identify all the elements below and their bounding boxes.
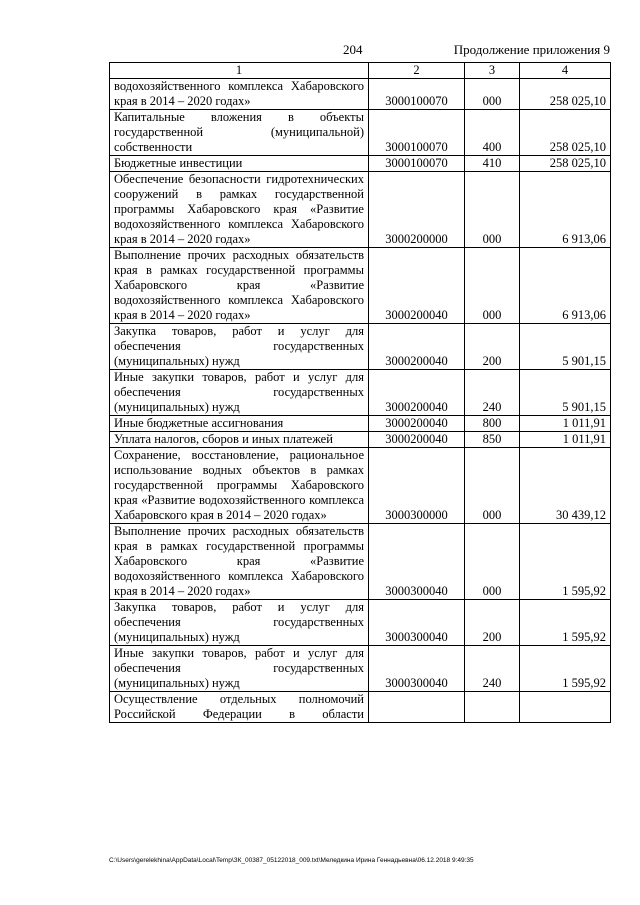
- column-header: 1: [110, 63, 369, 79]
- row-type-cell: 000: [465, 448, 520, 524]
- row-type-cell: 800: [465, 416, 520, 432]
- row-sum-cell: 1 595,92: [520, 646, 611, 692]
- column-header: 2: [369, 63, 465, 79]
- row-code-cell: 3000200040: [369, 248, 465, 324]
- row-type-cell: 850: [465, 432, 520, 448]
- continuation-label: Продолжение приложения 9: [453, 42, 610, 57]
- row-type-cell: 000: [465, 248, 520, 324]
- table-row: [110, 646, 611, 692]
- row-sum-cell: 5 901,15: [520, 324, 611, 370]
- row-code-cell: [369, 692, 465, 723]
- row-code-cell: 3000200000: [369, 172, 465, 248]
- row-code-cell: 3000300040: [369, 524, 465, 600]
- row-type-cell: 400: [465, 110, 520, 156]
- row-sum-cell: 1 011,91: [520, 416, 611, 432]
- row-sum-cell: [520, 692, 611, 723]
- table-row: [110, 432, 611, 448]
- column-header: 4: [520, 63, 611, 79]
- row-name-cell: Выполнение прочих расходных обязательств края в рамках государственной программы Хабаровского края «Развитие водохозяйственного комплекса Хабаровского края в 2014 – 2020 годах»: [110, 248, 369, 324]
- row-code-cell: 3000300040: [369, 600, 465, 646]
- row-type-cell: 410: [465, 156, 520, 172]
- table-header-row: [110, 63, 611, 79]
- row-code-cell: 3000200040: [369, 432, 465, 448]
- table-row: [110, 110, 611, 156]
- row-sum-cell: 1 011,91: [520, 432, 611, 448]
- row-name-cell: Иные закупки товаров, работ и услуг для обеспечения государственных (муниципальных) нужд: [110, 370, 369, 416]
- table-row: [110, 172, 611, 248]
- row-name-cell: Иные бюджетные ассигнования: [110, 416, 369, 432]
- row-sum-cell: 258 025,10: [520, 110, 611, 156]
- table-row: [110, 600, 611, 646]
- page-number: 204: [343, 42, 363, 57]
- row-name-cell: Иные закупки товаров, работ и услуг для обеспечения государственных (муниципальных) нужд: [110, 646, 369, 692]
- table-body: [110, 79, 611, 723]
- row-type-cell: 240: [465, 646, 520, 692]
- table-row: [110, 416, 611, 432]
- row-name-cell: Сохранение, восстановление, рациональное использование водных объектов в рамках государственной программы Хабаровского края «Развитие водохозяйственного комплекса Хабаровского края в 2014 – 2020 годах»: [110, 448, 369, 524]
- row-sum-cell: 6 913,06: [520, 172, 611, 248]
- row-code-cell: 3000100070: [369, 79, 465, 110]
- row-code-cell: 3000300000: [369, 448, 465, 524]
- row-type-cell: 000: [465, 79, 520, 110]
- row-name-cell: водохозяйственного комплекса Хабаровского края в 2014 – 2020 годах»: [110, 79, 369, 110]
- budget-table: [109, 62, 611, 723]
- row-name-cell: Выполнение прочих расходных обязательств края в рамках государственной программы Хабаровского края «Развитие водохозяйственного комплекса Хабаровского края в 2014 – 2020 годах»: [110, 524, 369, 600]
- row-sum-cell: 5 901,15: [520, 370, 611, 416]
- table-row: [110, 248, 611, 324]
- row-code-cell: 3000200040: [369, 324, 465, 370]
- row-type-cell: 200: [465, 324, 520, 370]
- row-type-cell: [465, 692, 520, 723]
- row-code-cell: 3000200040: [369, 370, 465, 416]
- row-name-cell: Уплата налогов, сборов и иных платежей: [110, 432, 369, 448]
- table-row: [110, 156, 611, 172]
- row-name-cell: Закупка товаров, работ и услуг для обеспечения государственных (муниципальных) нужд: [110, 600, 369, 646]
- table-row: [110, 370, 611, 416]
- row-code-cell: 3000200040: [369, 416, 465, 432]
- column-header: 3: [465, 63, 520, 79]
- row-type-cell: 200: [465, 600, 520, 646]
- row-type-cell: 000: [465, 172, 520, 248]
- row-name-cell: Обеспечение безопасности гидротехнических сооружений в рамках государственной программы Хабаровского края «Развитие водохозяйственного комплекса Хабаровского края в 2014 – 2020 годах»: [110, 172, 369, 248]
- row-name-cell: Осуществление отдельных полномочий Российской Федерации в области: [110, 692, 369, 723]
- row-sum-cell: 1 595,92: [520, 600, 611, 646]
- row-name-cell: Закупка товаров, работ и услуг для обеспечения государственных (муниципальных) нужд: [110, 324, 369, 370]
- table-row: [110, 692, 611, 723]
- row-name-cell: Бюджетные инвестиции: [110, 156, 369, 172]
- row-code-cell: 3000100070: [369, 156, 465, 172]
- row-sum-cell: 6 913,06: [520, 248, 611, 324]
- row-name-cell: Капитальные вложения в объекты государственной (муниципальной) собственности: [110, 110, 369, 156]
- table-row: [110, 324, 611, 370]
- table-row: [110, 524, 611, 600]
- row-type-cell: 000: [465, 524, 520, 600]
- file-path-footer: C:\Users\gerelekhina\AppData\Local\Temp\ЗК_00387_05122018_009.txt\Меледкина Ирина Геннадьевна\06.12.2018 9:49:35: [109, 857, 474, 864]
- row-code-cell: 3000300040: [369, 646, 465, 692]
- table-row: [110, 79, 611, 110]
- row-type-cell: 240: [465, 370, 520, 416]
- row-sum-cell: 1 595,92: [520, 524, 611, 600]
- row-sum-cell: 258 025,10: [520, 79, 611, 110]
- row-sum-cell: 258 025,10: [520, 156, 611, 172]
- row-code-cell: 3000100070: [369, 110, 465, 156]
- row-sum-cell: 30 439,12: [520, 448, 611, 524]
- table-row: [110, 448, 611, 524]
